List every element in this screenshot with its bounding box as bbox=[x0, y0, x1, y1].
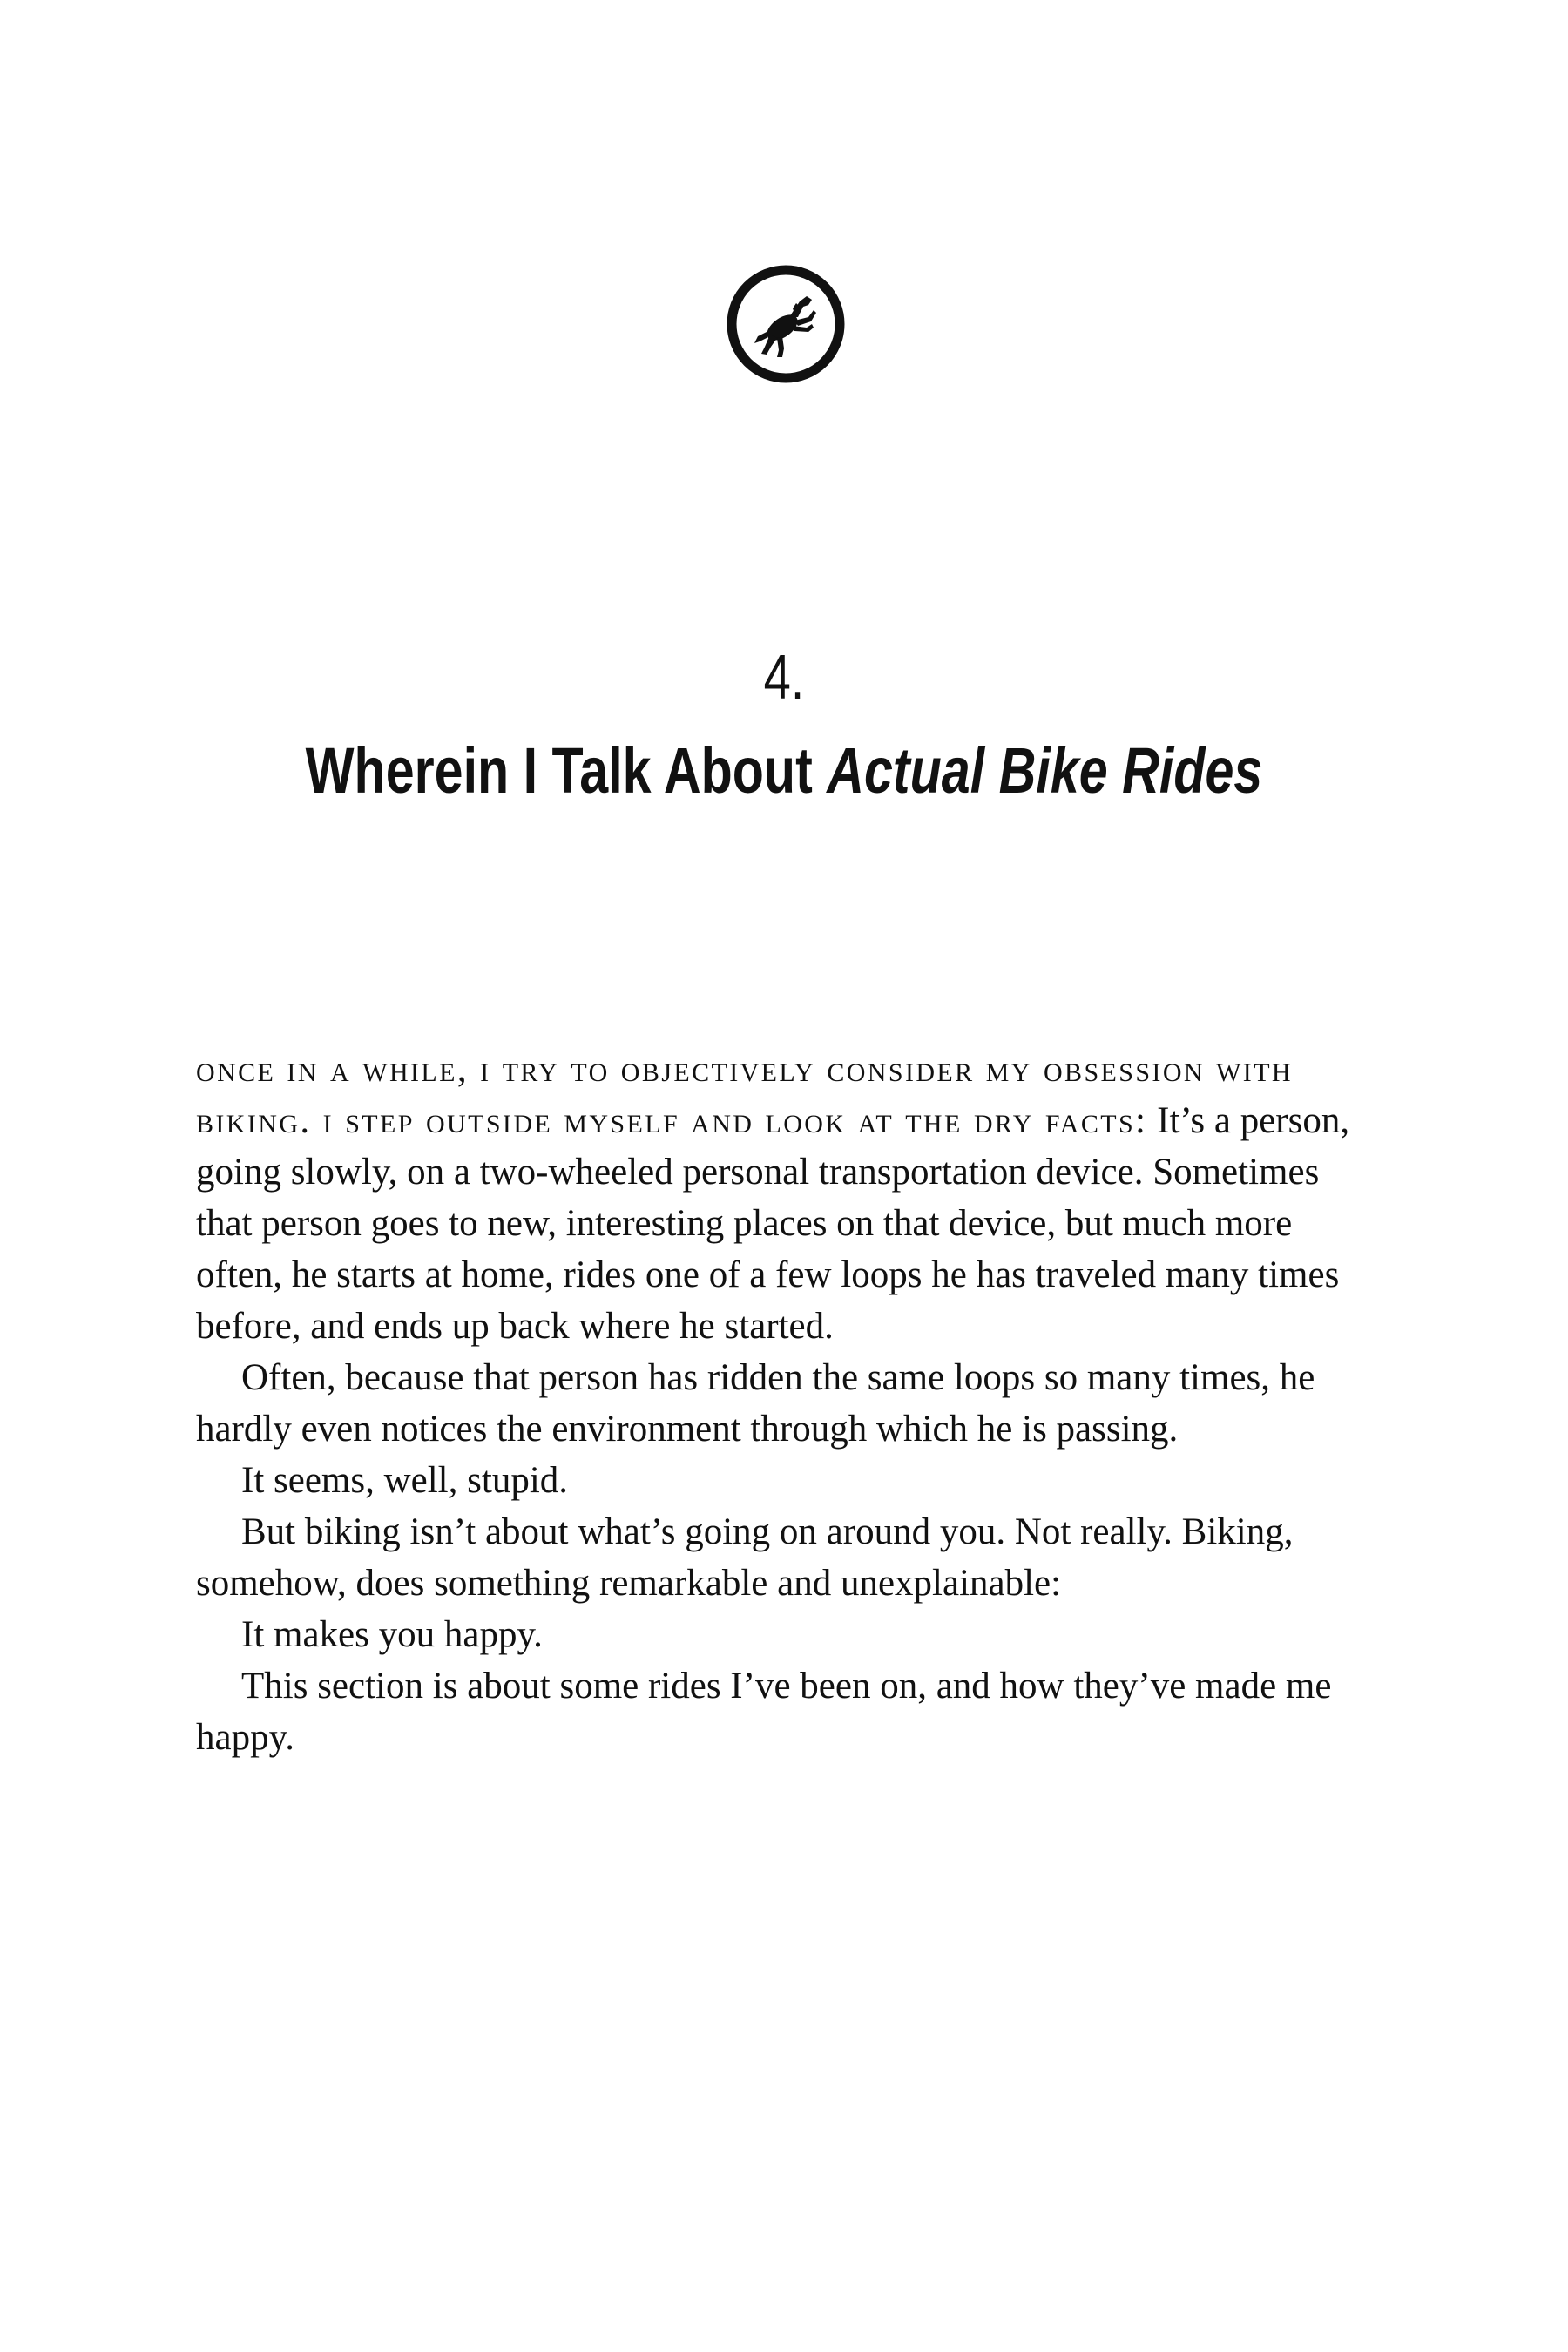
chapter-emblem bbox=[725, 263, 847, 385]
chapter-number: 4. bbox=[763, 643, 805, 713]
body-paragraph: But biking isn’t about what’s going on around you. Not really. Biking, somehow, does something remarkable and unexplainable: bbox=[196, 1511, 1294, 1604]
chapter-title-italic: Actual Bike Rides bbox=[827, 734, 1263, 807]
chapter-title-plain: Wherein I Talk About bbox=[305, 734, 828, 807]
body-paragraph: This section is about some rides I’ve been on, and how they’ve made me happy. bbox=[196, 1666, 1332, 1758]
chapter-body bbox=[196, 1044, 1381, 1763]
body-paragraph: It makes you happy. bbox=[241, 1614, 543, 1655]
opening-rest: It’s a person, going slowly, on a two-wheeled personal transportation device. Sometimes that person goes to new, interesting places on that device, but much more often, he starts at home, rides one of a few loops he has traveled many times before, and ends up back where he started. bbox=[196, 1100, 1350, 1347]
chapter-title bbox=[157, 734, 1411, 807]
body-paragraph: Often, because that person has ridden the same loops so many times, he hardly even notices the environment through which he is passing. bbox=[196, 1357, 1315, 1450]
opening-smallcaps: once in a while, i try to objectively consider my obsession with biking. i step outside myself and look at the dry facts: bbox=[196, 1049, 1293, 1141]
body-paragraph: It seems, well, stupid. bbox=[241, 1460, 569, 1501]
rearing-horse-icon bbox=[725, 263, 847, 385]
opening-paragraph bbox=[196, 1044, 1381, 1352]
